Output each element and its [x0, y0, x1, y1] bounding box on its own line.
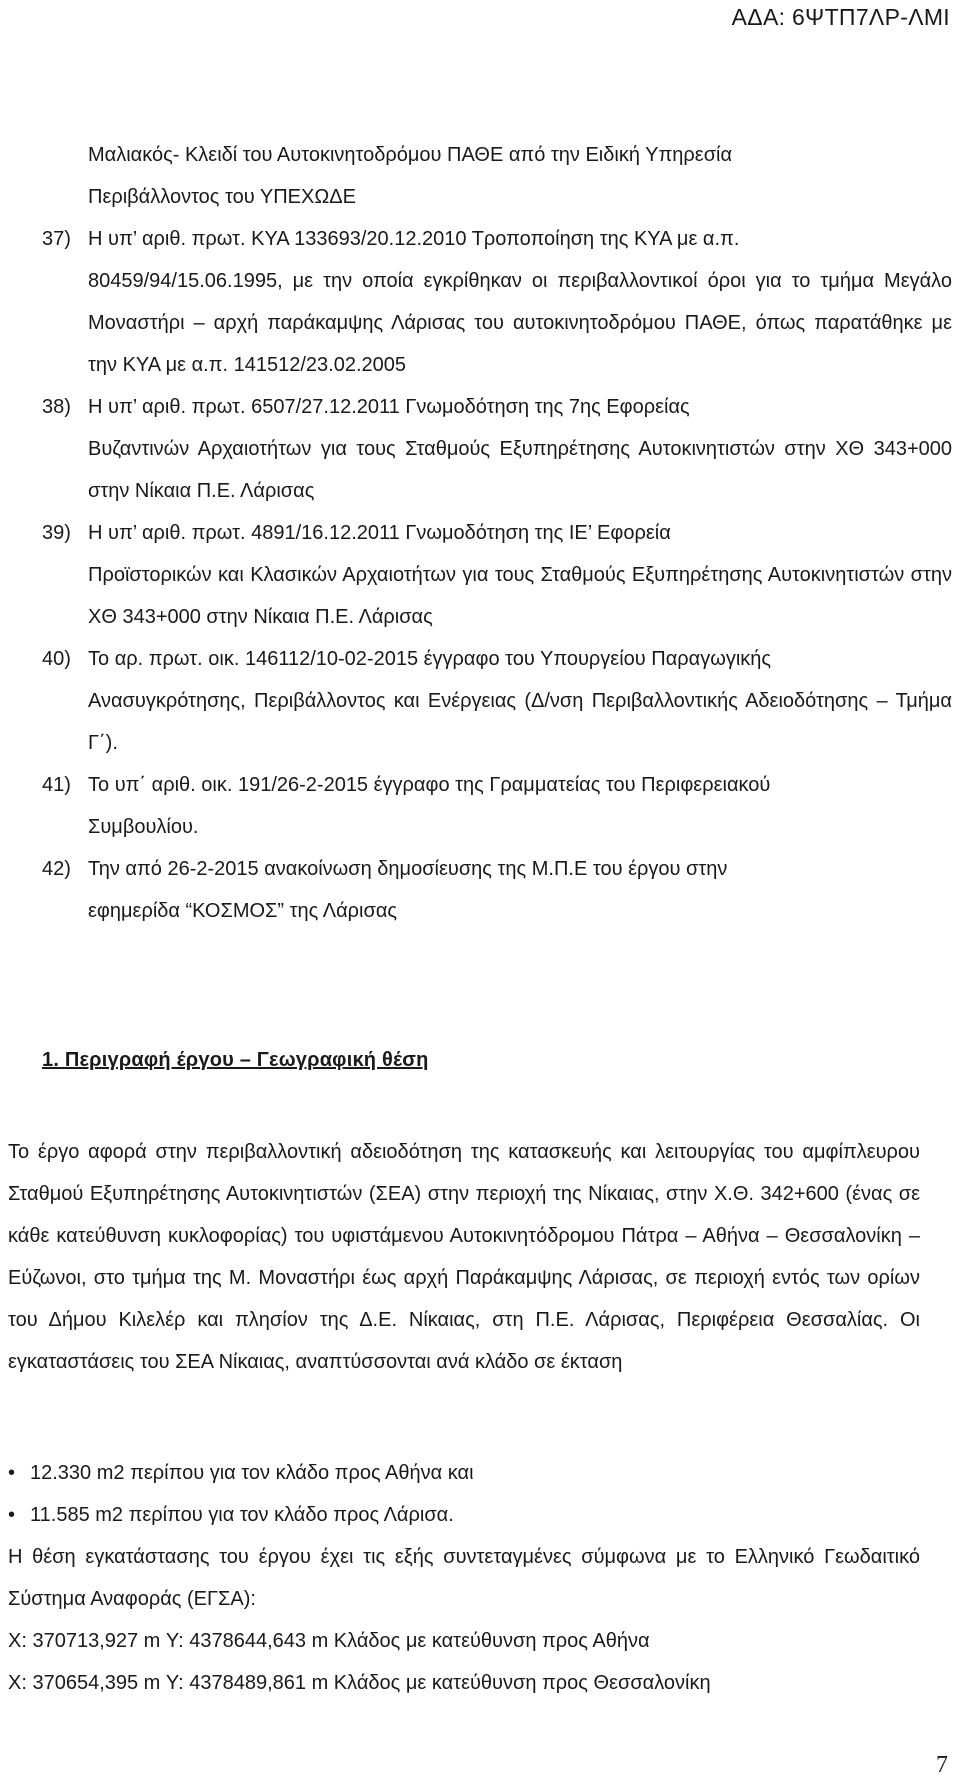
coordinate-line: Χ: 370713,927 m Υ: 4378644,643 m Κλάδος με κατεύθυνση προς Αθήνα [8, 1630, 650, 1652]
section-heading: 1. Περιγραφή έργου – Γεωγραφική θέση [42, 1049, 429, 1071]
list-intro-line: Μαλιακός- Κλειδί του Αυτοκινητοδρόμου ΠΑΘΕ από την Ειδική Υπηρεσία [88, 144, 733, 166]
list-item-first-line: Το αρ. πρωτ. οικ. 146112/10-02-2015 έγγραφο του Υπουργείου Παραγωγικής [88, 648, 772, 670]
list-item [42, 764, 952, 848]
list-item [42, 638, 952, 764]
location-paragraph: Η θέση εγκατάστασης του έργου έχει τις εξής συντεταγμένες σύμφωνα με το Ελληνικό Γεωδαιτικό Σύστημα Αναφοράς (ΕΓΣΑ): [8, 1546, 920, 1610]
bullet-item [8, 1494, 920, 1536]
bullet-text: 12.330 m2 περίπου για τον κλάδο προς Αθήνα και [30, 1462, 474, 1484]
list-item [42, 386, 952, 512]
bullet-text: 11.585 m2 περίπου για τον κλάδο προς Λάρισα. [30, 1504, 454, 1526]
list-item [42, 218, 952, 386]
list-item [42, 848, 952, 932]
coordinate-line: Χ: 370654,395 m Υ: 4378489,861 m Κλάδος με κατεύθυνση προς Θεσσαλονίκη [8, 1672, 711, 1694]
reference-list [42, 134, 952, 932]
bullet-dot-icon: • [8, 1504, 16, 1526]
list-item [42, 512, 952, 638]
list-item-text: Συμβουλίου. [88, 816, 199, 838]
list-item-first-line: Την από 26-2-2015 ανακοίνωση δημοσίευσης της Μ.Π.Ε του έργου στην [88, 858, 728, 880]
coordinates-list [8, 1620, 920, 1704]
area-bullet-list [8, 1452, 920, 1536]
bullet-item [8, 1452, 920, 1494]
list-item-number: 39) [42, 522, 71, 544]
list-item-first-line: Η υπ’ αριθ. πρωτ. 4891/16.12.2011 Γνωμοδότηση της ΙΕ’ Εφορεία [88, 522, 671, 544]
list-item-text: 80459/94/15.06.1995, με την οποία εγκρίθηκαν οι περιβαλλοντικοί όροι για το τμήμα Μεγάλο Μοναστήρι – αρχή παράκαμψης Λάρισας του αυτοκινητοδρόμου ΠΑΘΕ, όπως παρατάθηκε με την ΚΥΑ με α.π. 141512/23.02.2005 [88, 270, 952, 376]
list-item-first-line: Η υπ’ αριθ. πρωτ. ΚΥΑ 133693/20.12.2010 Τροποποίηση της ΚΥΑ με α.π. [88, 228, 740, 250]
list-item-first-line: Η υπ’ αριθ. πρωτ. 6507/27.12.2011 Γνωμοδότηση της 7ης Εφορείας [88, 396, 690, 418]
description-paragraph: Το έργο αφορά στην περιβαλλοντική αδειοδότηση της κατασκευής και λειτουργίας του αμφίπλευρου Σταθμού Εξυπηρέτησης Αυτοκινητιστών (ΣΕΑ) στην περιοχή της Νίκαιας, στην Χ.Θ. 342+600 (ένας σε κάθε κατεύθυνση κυκλοφορίας) του υφιστάμενου Αυτοκινητόδρομου Πάτρα – Αθήνα – Θεσσαλονίκη – Εύζωνοι, στο τμήμα της Μ. Μοναστήρι έως αρχή Παράκαμψης Λάρισας, σε περιοχή εντός των ορίων του Δήμου Κιλελέρ και πλησίον της Δ.Ε. Νίκαιας, στη Π.Ε. Λάρισας, Περιφέρεια Θεσσαλίας. Οι εγκαταστάσεις του ΣΕΑ Νίκαιας, αναπτύσσονται ανά κλάδο σε έκταση [8, 1141, 920, 1373]
list-item-number: 38) [42, 396, 71, 418]
list-item-number: 37) [42, 228, 71, 250]
bullet-dot-icon: • [8, 1462, 16, 1484]
list-item-number: 41) [42, 774, 71, 796]
list-intro-line: Περιβάλλοντος του ΥΠΕΧΩΔΕ [88, 186, 356, 208]
page-number: 7 [936, 1752, 948, 1778]
list-item-text: Ανασυγκρότησης, Περιβάλλοντος και Ενέργειας (Δ/νση Περιβαλλοντικής Αδειοδότησης – Τμήμα Γ΄). [88, 690, 952, 754]
document-code: ΑΔΑ: 6ΨΤΠ7ΛΡ-ΛΜΙ [731, 4, 950, 30]
list-item-text: Βυζαντινών Αρχαιοτήτων για τους Σταθμούς Εξυπηρέτησης Αυτοκινητιστών στην ΧΘ 343+000 στην Νίκαια Π.Ε. Λάρισας [88, 438, 952, 502]
list-item-text: Προϊστορικών και Κλασικών Αρχαιοτήτων για τους Σταθμούς Εξυπηρέτησης Αυτοκινητιστών στην ΧΘ 343+000 στην Νίκαια Π.Ε. Λάρισας [88, 564, 952, 628]
list-item-text: εφημερίδα “ΚΟΣΜΟΣ” της Λάρισας [88, 900, 398, 922]
list-item-first-line: Το υπ΄ αριθ. οικ. 191/26-2-2015 έγγραφο της Γραμματείας του Περιφερειακού [88, 774, 771, 796]
list-item-number: 42) [42, 858, 71, 880]
list-item-number: 40) [42, 648, 71, 670]
